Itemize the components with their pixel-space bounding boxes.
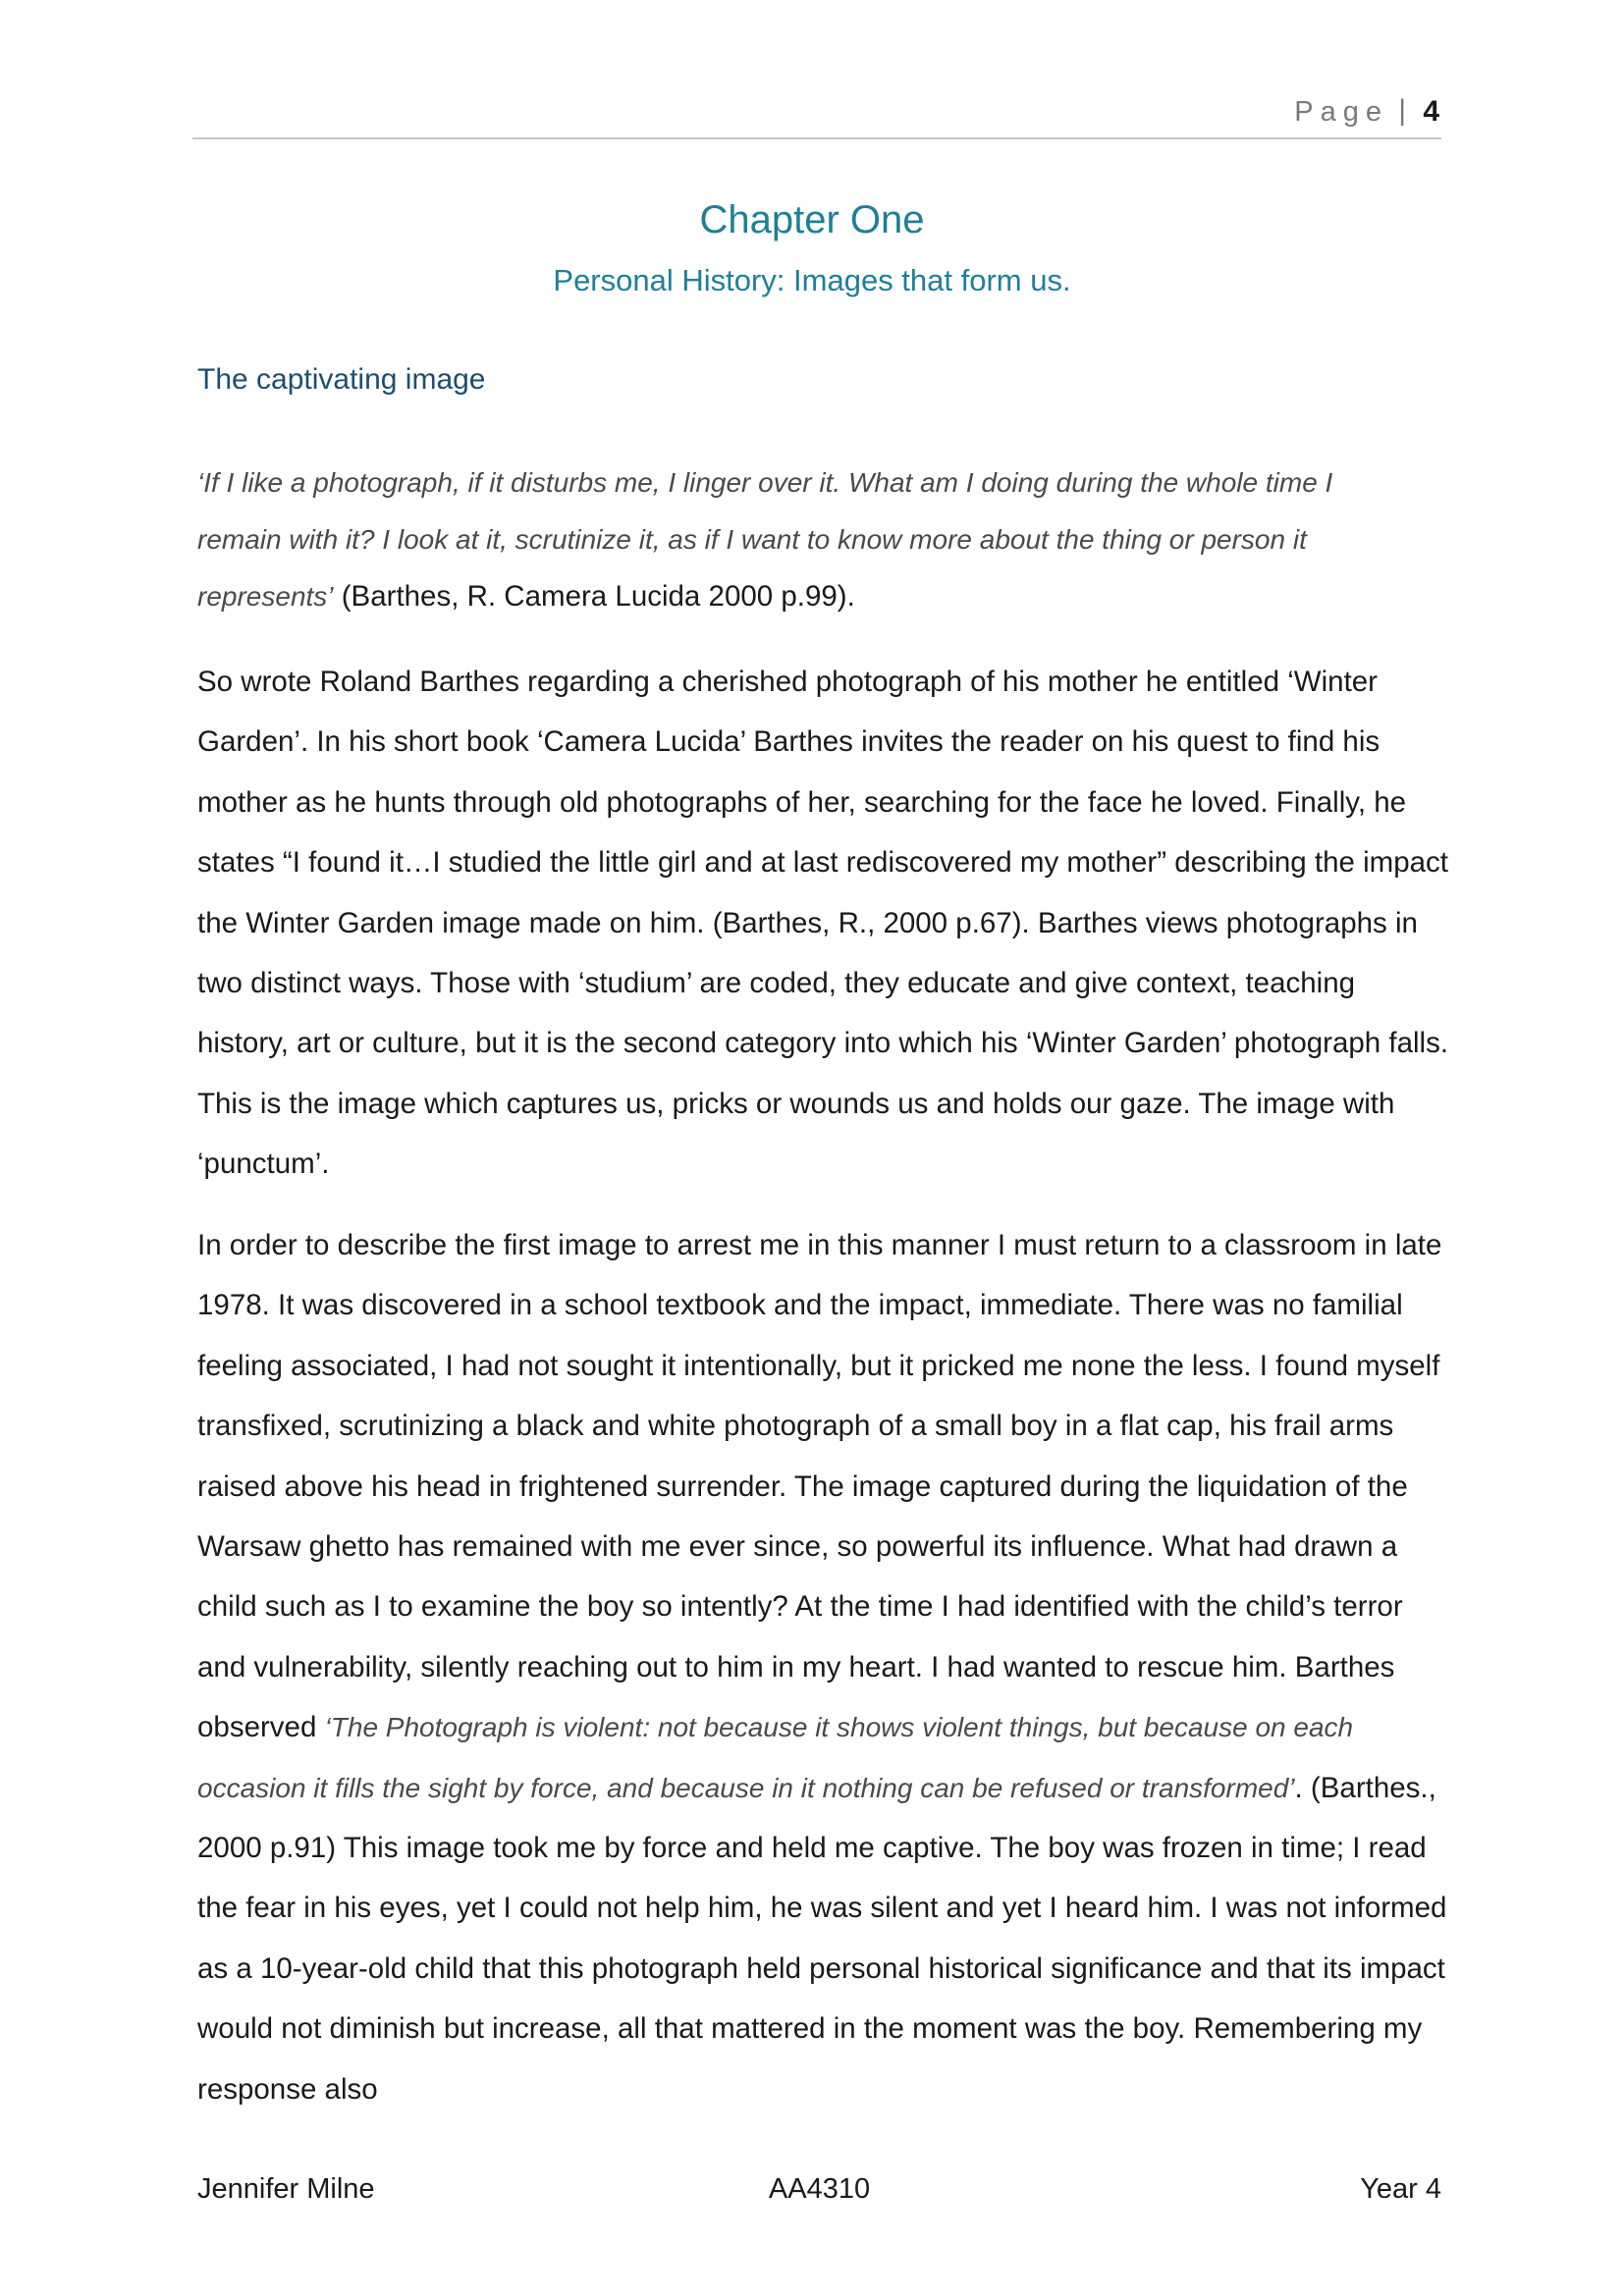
paragraph-2-text [197,1215,1449,2119]
page-separator: | [1398,94,1406,127]
footer-course-code: AA4310 [768,2173,871,2205]
paragraph-1-text: So wrote Roland Barthes regarding a cherished photograph of his mother he entitled ‘Winter Garden’. In his short book ‘Camera Lucida’ Barthes invites the reader on his quest to find his mother as he hunts through old photographs of her, searching for the face he loved. Finally, he states “I found it…I studied the little girl and at last rediscovered my mother” describing the impact the Winter Garden image made on him. (Barthes, R., 2000 p.67). Barthes views photographs in two distinct ways. Those with ‘studium’ are coded, they educate and give context, teaching history, art or culture, but it is the second category into which his ‘Winter Garden’ photograph falls. This is the image which captures us, pricks or wounds us and holds our gaze. The image with ‘punctum’. [197,666,1449,1181]
chapter-subtitle: Personal History: Images that form us. [553,263,1071,297]
opening-quote [197,454,1449,625]
paragraph-2-inline-quote: ‘The Photograph is violent: not because it shows violent things, but because on each occasion it fills the sight by force, and because in it nothing can be refused or transformed’ [197,1712,1354,1803]
page-header [192,94,1441,139]
chapter-title: Chapter One [699,198,925,241]
footer-year: Year 4 [1360,2173,1441,2205]
footer-author: Jennifer Milne [197,2173,375,2205]
quote-line-1: ‘If I like a photograph, if it disturbs me, I linger over it. What am I doing during the whole time I [197,467,1333,498]
quote-line-3: represents’ [197,581,334,612]
quote-citation: (Barthes, R. Camera Lucida 2000 p.99). [333,580,855,613]
paragraph-2 [197,1215,1449,2119]
page-footer [197,2173,1441,2213]
paragraph-1 [197,652,1449,1195]
page-number: 4 [1423,95,1439,128]
page-label: Page [1294,96,1388,128]
quote-line-2: remain with it? I look at it, scrutinize it, as if I want to know more about the thing or person it [197,524,1307,555]
paragraph-2-text-end: . (Barthes., 2000 p.91) This image took me by force and held me captive. The boy was frozen in time; I read the fear in his eyes, yet I could not help him, he was silent and yet I heard him. I was not informed as a 10-year-old child that this photograph held personal historical significance and that its impact would not diminish but increase, all that mattered in the moment was the boy. Remembering my response also [197,1771,1447,2106]
section-heading: The captivating image [197,363,486,396]
paragraph-2-text-start: In order to describe the first image to arrest me in this manner I must return to a classroom in late 1978. It was discovered in a school textbook and the impact, immediate. There was no familial feeling associated, I had not sought it intentionally, but it pricked me none the less. I found myself transfixed, scrutinizing a black and white photograph of a small boy in a flat cap, his frail arms raised above his head in frightened surrender. The image captured during the liquidation of the Warsaw ghetto has remained with me ever since, so powerful its influence. What had drawn a child such as I to examine the boy so intently? At the time I had identified with the child’s terror and vulnerability, silently reaching out to him in my heart. I had wanted to rescue him. Barthes observed [197,1229,1442,1744]
